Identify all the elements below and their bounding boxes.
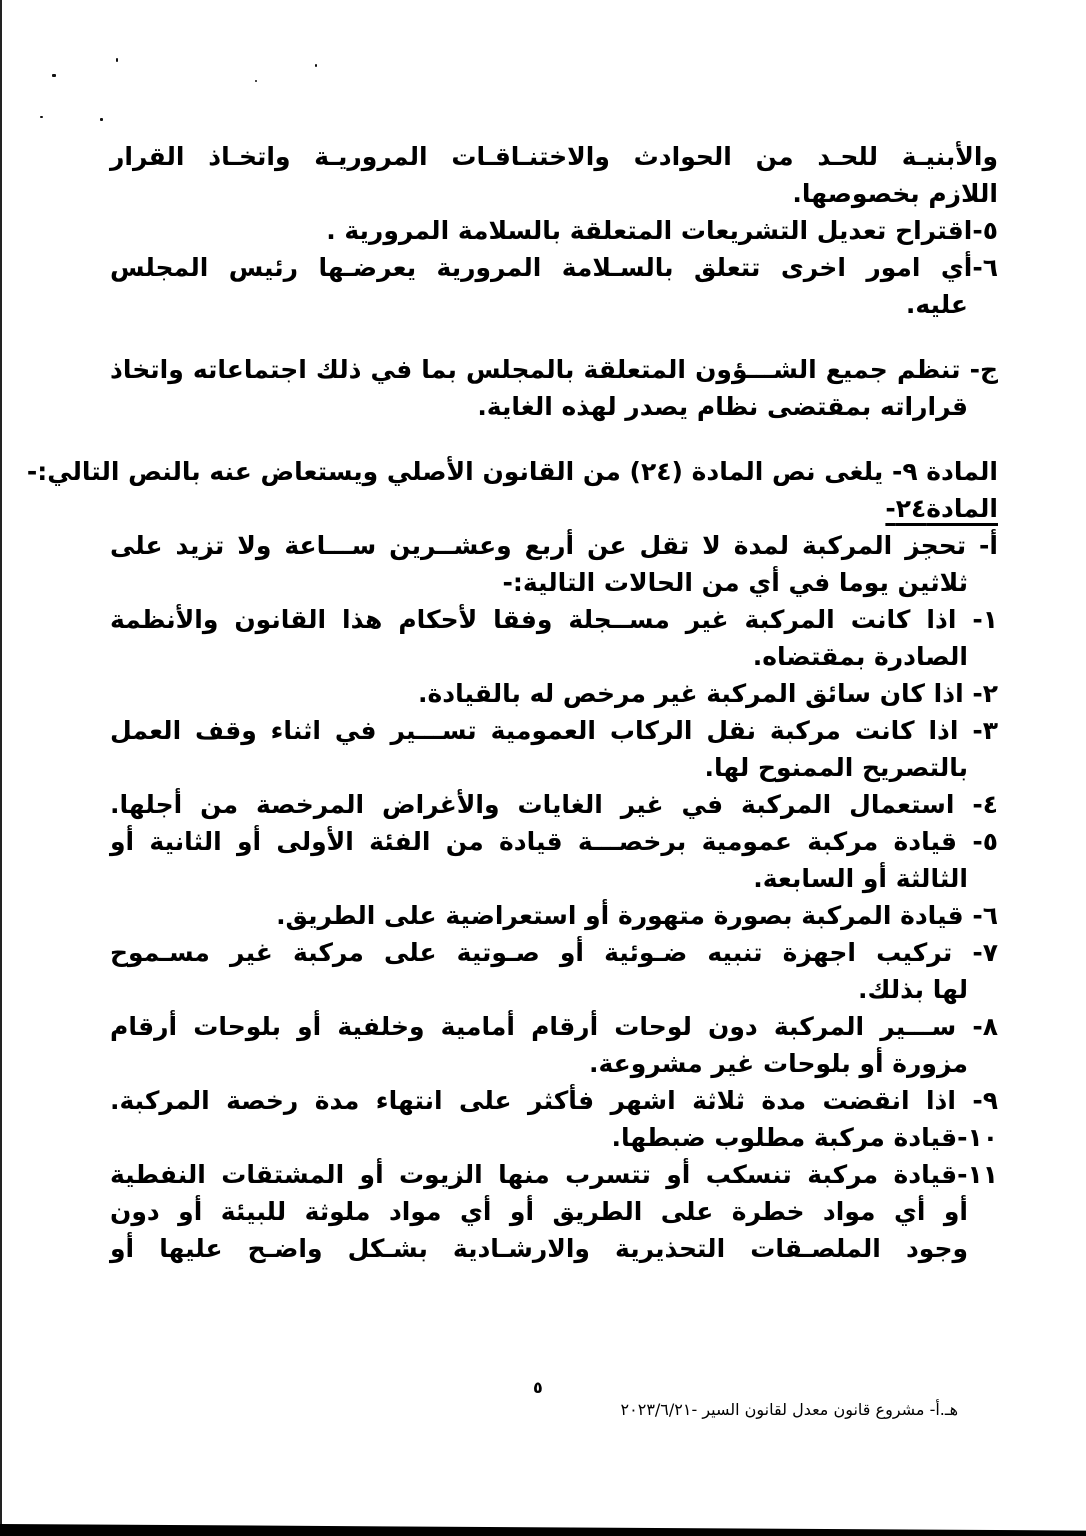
text-line: ٩- اذا انقضت مدة ثلاثة اشهر فأكثر على انتهاء مدة رخصة المركبة. xyxy=(110,1086,998,1115)
text-line-content: بالتصريح الممنوح لها. xyxy=(704,753,968,782)
text-line xyxy=(110,638,998,675)
scan-speck xyxy=(52,74,56,77)
text-line-content: مزورة أو بلوحات غير مشروعة. xyxy=(588,1049,968,1078)
page-number: ٥ xyxy=(533,1378,543,1397)
text-line-content: الصادرة بمقتضاه. xyxy=(752,642,968,671)
text-line xyxy=(110,897,998,934)
text-line xyxy=(110,1045,998,1082)
text-line-content: لها بذلك. xyxy=(858,975,968,1004)
text-line: ج- تنظم جميع الشـــؤون المتعلقة بالمجلس بما في ذلك اجتماعاته واتخاذ xyxy=(110,355,998,384)
text-line xyxy=(110,388,998,425)
scan-bottom-band xyxy=(0,1524,1086,1536)
text-line-content: ٥-اقتراح تعديل التشريعات المتعلقة بالسلامة المرورية . xyxy=(326,216,998,245)
text-line-content: اللازم بخصوصها. xyxy=(792,179,998,208)
text-line: أو أي مواد خطرة على الطريق أو أي مواد ملوثة للبيئة أو دون xyxy=(110,1197,968,1226)
text-line: ١١-قيادة مركبة تنسكب أو تتسرب منها الزيوت أو المشتقات النفطية xyxy=(110,1160,998,1189)
scan-speck xyxy=(255,80,257,82)
text-line: ٣- اذا كانت مركبة نقل الركاب العمومية تســـير في اثناء وقف العمل xyxy=(110,716,998,745)
text-line xyxy=(110,175,998,212)
paragraph-gap xyxy=(110,323,998,351)
document-footer: هـ.أ- مشروع قانون معدل لقانون السير -٢٠٢٣/٦/٢١ xyxy=(620,1400,958,1419)
document-body xyxy=(26,138,998,1267)
text-line xyxy=(110,971,998,1008)
text-line: ٥- قيادة مركبة عمومية برخصـــة قيادة من الفئة الأولى أو الثانية أو xyxy=(110,827,998,856)
text-line: ٤- استعمال المركبة في غير الغايات والأغراض المرخصة من أجلها. xyxy=(110,790,998,819)
text-line-content: ٢- اذا كان سائق المركبة غير مرخص له بالقيادة. xyxy=(418,679,998,708)
text-line-content: ثلاثين يوما في أي من الحالات التالية:- xyxy=(502,568,968,597)
article-heading xyxy=(110,490,998,527)
text-line-content: ٦- قيادة المركبة بصورة متهورة أو استعراضية على الطريق. xyxy=(276,901,998,930)
text-line-content: ١٠-قيادة مركبة مطلوب ضبطها. xyxy=(611,1123,998,1152)
text-line xyxy=(110,212,998,249)
text-line: أ- تحجز المركبة لمدة لا تقل عن أربع وعشــرين ســـاعة ولا تزيد على xyxy=(110,531,998,560)
text-line: والأبنيـة للحـد من الحوادث والاختنـاقـات المروريـة واتخـاذ القرار xyxy=(110,142,998,171)
text-line: المادة ٩- يلغى نص المادة (٢٤) من القانون الأصلي ويستعاض عنه بالنص التالي:- xyxy=(26,457,998,486)
text-line-content: قراراته بمقتضى نظام يصدر لهذه الغاية. xyxy=(477,392,968,421)
text-line xyxy=(110,860,998,897)
scan-speck xyxy=(116,58,118,62)
text-line-content: المادة٢٤- xyxy=(885,494,998,523)
paragraph-gap xyxy=(110,425,998,453)
text-line xyxy=(110,749,998,786)
text-line: ١- اذا كانت المركبة غير مســجلة وفقا لأحكام هذا القانون والأنظمة xyxy=(110,605,998,634)
text-line: ٨- ســـير المركبة دون لوحات أرقام أمامية وخلفية أو بلوحات أرقام xyxy=(110,1012,998,1041)
scan-left-edge xyxy=(0,0,2,1536)
text-line: ٧- تركيب اجهزة تنبيه ضـوئية أو صـوتية على مركبة غير مسـموح xyxy=(110,938,998,967)
scan-speck xyxy=(315,64,317,67)
text-line-content: عليه. xyxy=(905,290,968,319)
text-line xyxy=(110,675,998,712)
text-line: وجود الملصـقات التحذيرية والارشـادية بشـكل واضـح عليها أو xyxy=(110,1234,968,1263)
text-line: ٦-أي امور اخرى تتعلق بالسـلامة المرورية يعرضـها رئيس المجلس xyxy=(110,253,998,282)
scan-speck xyxy=(100,118,103,121)
text-line-content: الثالثة أو السابعة. xyxy=(753,864,968,893)
text-line xyxy=(110,564,998,601)
text-line xyxy=(110,1119,998,1156)
text-line xyxy=(110,286,998,323)
scan-speck xyxy=(40,116,43,118)
